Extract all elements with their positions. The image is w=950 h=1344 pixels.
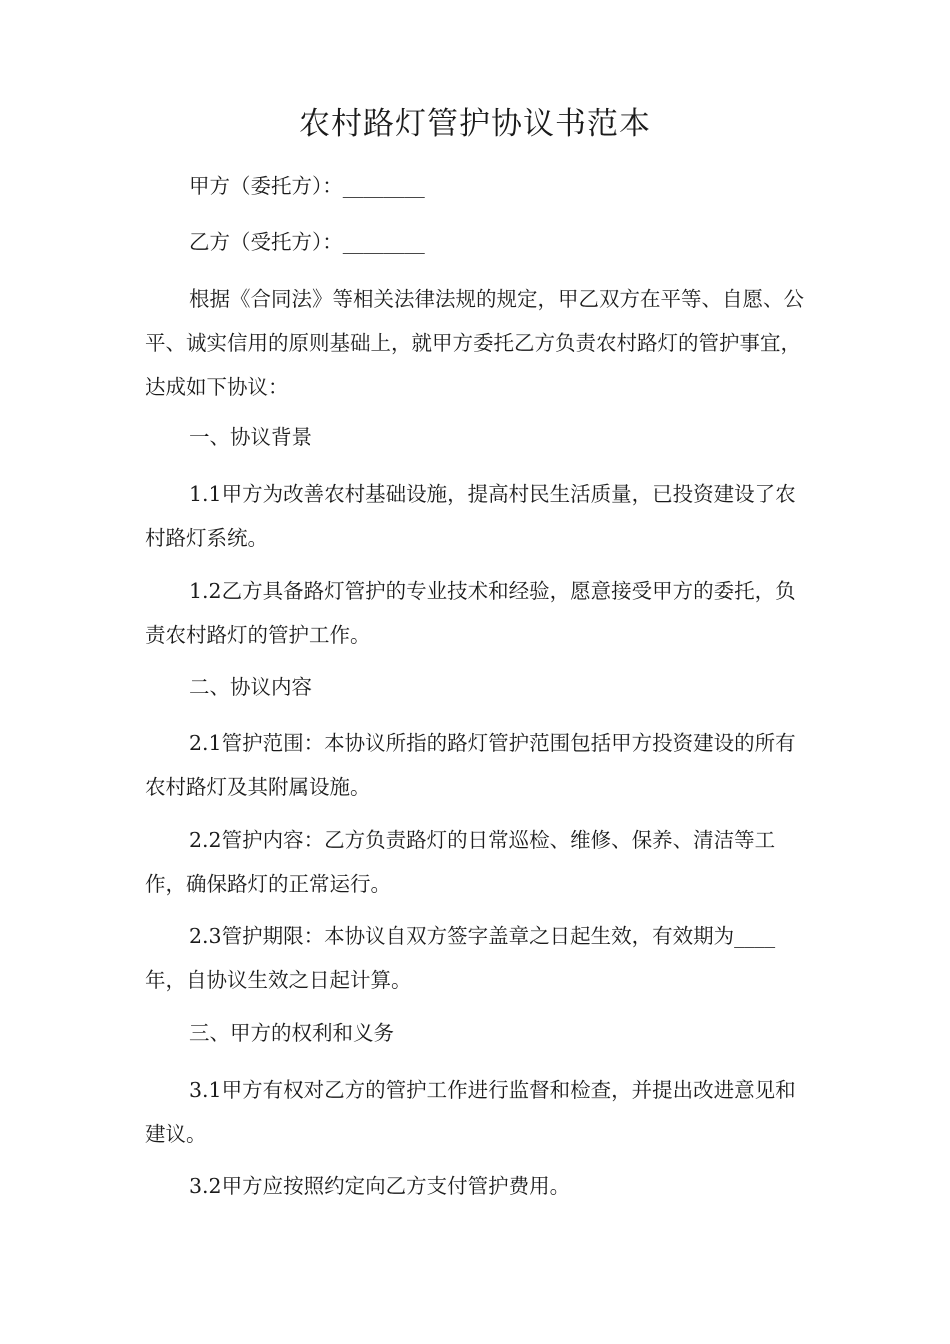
clause-1-2: 1.2乙方具备路灯管护的专业技术和经验，愿意接受甲方的委托，负责农村路灯的管护工作。 — [145, 579, 796, 647]
clause-1-1: 1.1甲方为改善农村基础设施，提高村民生活质量，已投资建设了农村路灯系统。 — [145, 482, 796, 550]
section-heading-content: 二、协议内容 — [189, 675, 312, 699]
clause-2-3: 2.3管护期限：本协议自双方签字盖章之日起生效，有效期为____年，自协议生效之日起计算。 — [145, 924, 776, 992]
clause-3-2: 3.2甲方应按照约定向乙方支付管护费用。 — [189, 1174, 571, 1198]
document-title: 农村路灯管护协议书范本 — [299, 106, 651, 142]
intro-paragraph: 根据《合同法》等相关法律法规的规定，甲乙双方在平等、自愿、公平、诚实信用的原则基础上，就甲方委托乙方负责农村路灯的管护事宜，达成如下协议： — [145, 287, 804, 399]
party-b-line — [145, 220, 807, 264]
section-heading-party-a-rights: 三、甲方的权利和义务 — [189, 1021, 394, 1045]
clause-2-1: 2.1管护范围：本协议所指的路灯管护范围包括甲方投资建设的所有农村路灯及其附属设施。 — [145, 731, 796, 799]
party-b-blank: ________ — [342, 230, 425, 254]
clause-3-1: 3.1甲方有权对乙方的管护工作进行监督和检查，并提出改进意见和建议。 — [145, 1078, 796, 1146]
clause-2-2: 2.2管护内容：乙方负责路灯的日常巡检、维修、保养、清洁等工作，确保路灯的正常运行。 — [145, 828, 776, 896]
party-a-label: 甲方（委托方）： — [189, 174, 343, 198]
party-a-blank: ________ — [342, 174, 425, 198]
party-a-line — [145, 164, 807, 208]
party-b-label: 乙方（受托方）： — [189, 230, 343, 254]
section-heading-background: 一、协议背景 — [189, 425, 312, 449]
